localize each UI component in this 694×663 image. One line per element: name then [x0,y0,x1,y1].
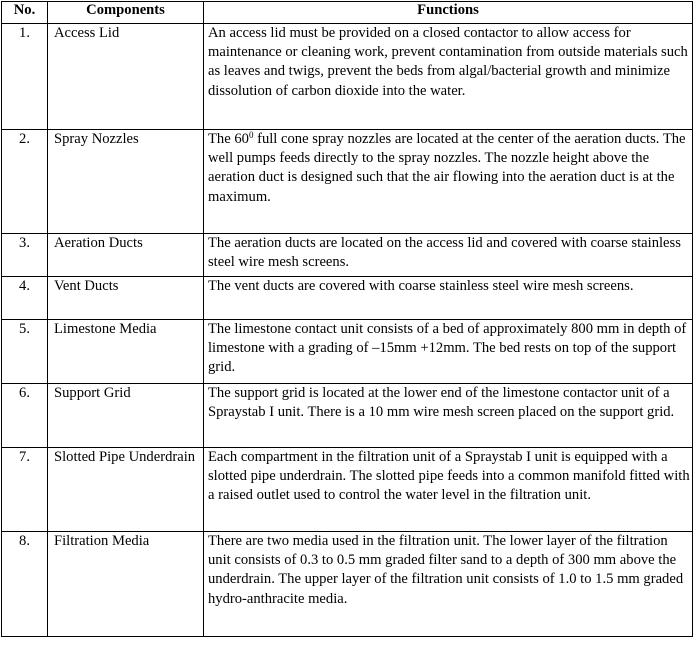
table-row [2,320,693,384]
table-row [2,24,693,130]
function-text-start: The 60 [208,131,249,147]
component-function [204,130,693,234]
row-number: 7. [2,448,48,532]
table-row [2,448,693,532]
function-text-rest: full cone spray nozzles are located at the center of the aeration ducts. The well pumps feeds directly to the spray nozzles. The nozzle height above the aeration duct is designed such that the air flowing into the aeration duct is at the maximum. [208,131,686,205]
component-function: Each compartment in the filtration unit of a Spraystab I unit is equipped with a slotted pipe underdrain. The slotted pipe feeds into a common manifold fitted with a raised outlet used to control the water level in the filtration unit. [204,448,693,532]
table-row [2,532,693,637]
component-name: Aeration Ducts [48,234,204,277]
row-number: 6. [2,384,48,448]
row-number: 8. [2,532,48,637]
header-row [2,2,693,24]
row-number: 3. [2,234,48,277]
component-function: The vent ducts are covered with coarse stainless steel wire mesh screens. [204,277,693,320]
component-function: There are two media used in the filtration unit. The lower layer of the filtration unit consists of 0.3 to 0.5 mm graded filter sand to a depth of 300 mm above the underdrain. The upper layer of the filtration unit consists of 1.0 to 1.5 mm graded hydro-anthracite media. [204,532,693,637]
component-function: The aeration ducts are located on the access lid and covered with coarse stainless steel wire mesh screens. [204,234,693,277]
component-name: Slotted Pipe Underdrain [48,448,204,532]
component-name: Vent Ducts [48,277,204,320]
table-row [2,277,693,320]
table-row [2,130,693,234]
table-row [2,384,693,448]
header-functions: Functions [204,2,693,24]
header-components: Components [48,2,204,24]
row-number: 5. [2,320,48,384]
component-name: Spray Nozzles [48,130,204,234]
row-number: 2. [2,130,48,234]
component-name: Filtration Media [48,532,204,637]
components-table [1,1,693,637]
component-name: Support Grid [48,384,204,448]
component-function: An access lid must be provided on a closed contactor to allow access for maintenance or cleaning work, prevent contamination from outside materials such as leaves and twigs, prevent the beds from algal/bacterial growth and minimize dissolution of carbon dioxide into the water. [204,24,693,130]
header-no: No. [2,2,48,24]
component-function: The limestone contact unit consists of a bed of approximately 800 mm in depth of limestone with a grading of –15mm +12mm. The bed rests on top of the support grid. [204,320,693,384]
component-function: The support grid is located at the lower end of the limestone contactor unit of a Spraystab I unit. There is a 10 mm wire mesh screen placed on the support grid. [204,384,693,448]
row-number: 1. [2,24,48,130]
table-row [2,234,693,277]
component-name: Limestone Media [48,320,204,384]
component-name: Access Lid [48,24,204,130]
degree-superscript: 0 [248,130,254,140]
row-number: 4. [2,277,48,320]
